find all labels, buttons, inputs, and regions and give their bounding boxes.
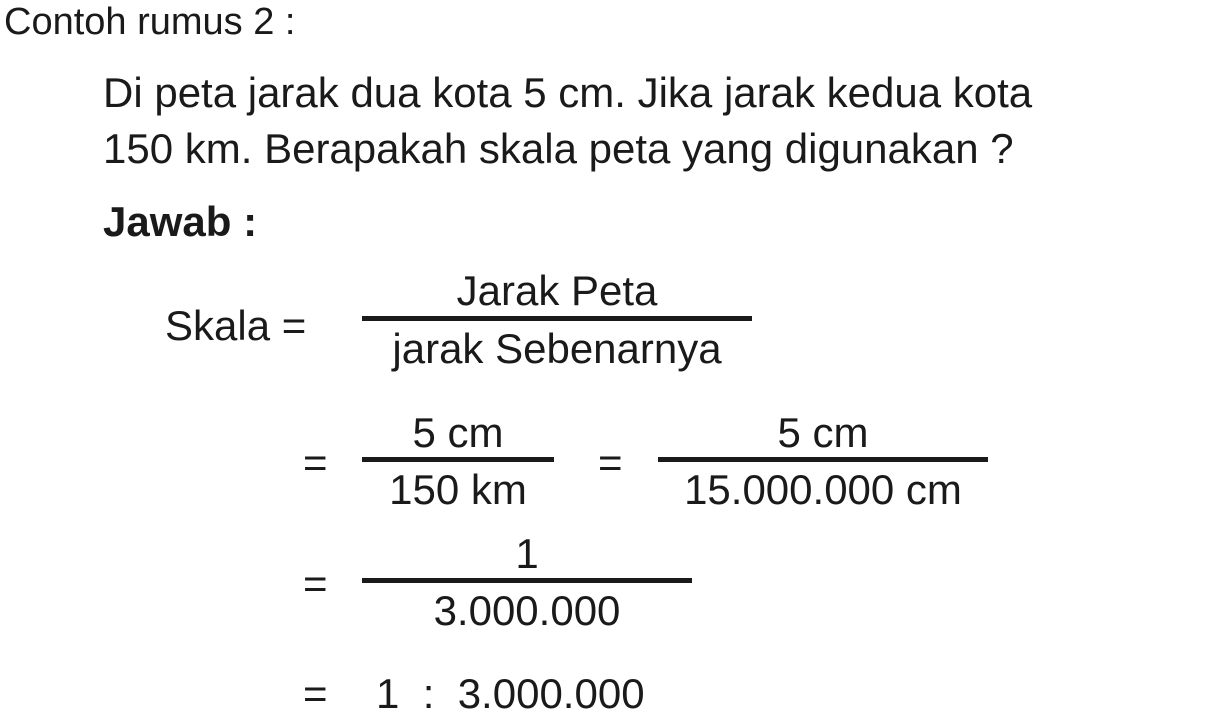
step2-denominator: 3.000.000: [433, 587, 621, 634]
step2-equals: =: [303, 560, 328, 607]
step1-equals-2: =: [598, 439, 623, 486]
step1-frac1-bar: [362, 457, 554, 462]
example-title: Contoh rumus 2 :: [4, 1, 296, 43]
formula-denominator: jarak Sebenarnya: [392, 325, 722, 372]
question-line-1: Di peta jarak dua kota 5 cm. Jika jarak kedua kota: [103, 69, 1033, 116]
formula-lhs: Skala =: [165, 302, 307, 349]
step1-frac2-denominator: 15.000.000 cm: [684, 466, 962, 513]
step1-frac1-denominator: 150 km: [389, 466, 527, 513]
step1-frac2-bar: [658, 457, 988, 462]
step2-fraction-bar: [362, 578, 692, 583]
step1-frac2-numerator: 5 cm: [777, 409, 869, 456]
formula-fraction-bar: [362, 316, 752, 321]
step1-equals-1: =: [303, 439, 328, 486]
step1-frac1-numerator: 5 cm: [412, 409, 504, 456]
result-scale-value: 1 : 3.000.000: [376, 670, 645, 717]
question-line-2: 150 km. Berapakah skala peta yang digunakan ?: [103, 125, 1014, 172]
answer-label: Jawab :: [103, 198, 258, 245]
formula-numerator: Jarak Peta: [456, 267, 658, 314]
step2-numerator: 1: [515, 530, 539, 577]
result-equals: =: [303, 670, 328, 717]
